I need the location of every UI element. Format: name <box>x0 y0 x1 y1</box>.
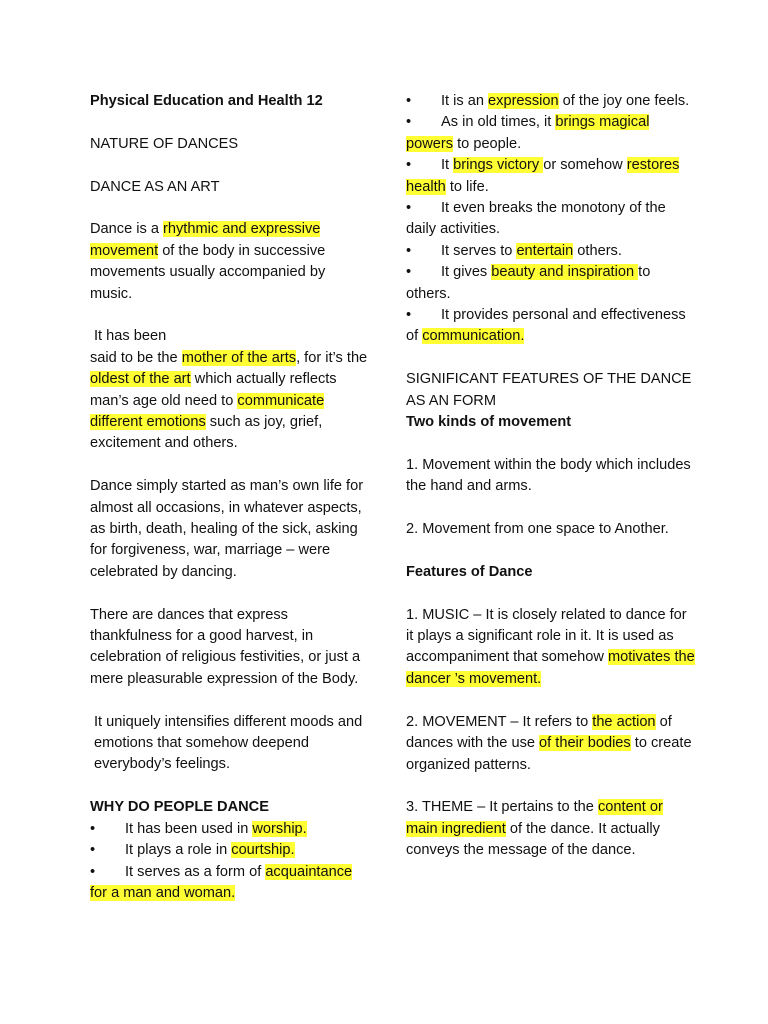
paragraph-occasions: Dance simply started as man’s own life for almost all occasions, in whatever aspects, as birth, death, healing of the sick, asking for forgiveness, war, marriage – were celebrated by dancing. <box>90 478 364 580</box>
document-title: Physical Education and Health 12 <box>90 93 323 109</box>
heading-two-kinds: Two kinds of movement <box>406 414 572 431</box>
movement-item-2: 2. Movement from one space to Another. <box>406 521 669 538</box>
highlight-rhythmic-movement: rhythmic and expressive movement <box>90 221 321 259</box>
heading-why-dance: WHY DO PEOPLE DANCE <box>90 799 269 816</box>
right-column <box>406 91 696 862</box>
list-item: • It brings victory or somehow restores health to life. <box>406 157 680 195</box>
feature-theme: 3. THEME – It pertains to the content or main ingredient of the dance. It actually conveys the message of the dance. <box>406 799 663 859</box>
paragraph-thankfulness: There are dances that express thankfulness for a good harvest, in celebration of religious festivities, or just a mere pleasurable expression of the Body. <box>90 606 361 687</box>
list-item: • It is an expression of the joy one feels. <box>406 93 690 109</box>
heading-nature-of-dances: NATURE OF DANCES <box>90 135 239 152</box>
left-column <box>90 91 370 904</box>
paragraph-moods: It uniquely intensifies different moods and emotions that somehow deepend everybody’s feelings. <box>94 713 363 773</box>
list-item: • It serves as a form of acquaintance for a man and woman. <box>90 863 353 901</box>
movement-item-1: 1. Movement within the body which includes the hand and arms. <box>406 456 691 495</box>
list-item: • It serves to entertain others. <box>406 242 622 259</box>
heading-features-of-dance: Features of Dance <box>406 563 533 580</box>
list-item: • It even breaks the monotony of the daily activities. <box>406 200 666 238</box>
feature-music: 1. MUSIC – It is closely related to dance for it plays a significant role in it. It is used as accompaniment that somehow motivates the dancer ’s movement. <box>406 606 695 687</box>
list-item: • As in old times, it brings magical powers to people. <box>406 114 650 152</box>
list-item: • It has been used in worship. <box>90 820 307 837</box>
paragraph-mother-line1: It has been <box>94 328 167 345</box>
list-item: • It provides personal and effectiveness of communication. <box>406 307 686 345</box>
highlight-mother-of-arts: mother of the arts <box>181 349 297 366</box>
heading-dance-as-art: DANCE AS AN ART <box>90 178 220 195</box>
feature-movement: 2. MOVEMENT – It refers to the action of dances with the use of their bodies to create organized patterns. <box>406 713 692 773</box>
list-item: • It gives beauty and inspiration to others. <box>406 264 651 302</box>
paragraph-definition: Dance is a rhythmic and expressive movement of the body in successive movements usually accompanied by music. <box>90 221 326 302</box>
highlight-oldest-art: oldest of the art <box>90 371 191 388</box>
paragraph-mother-of-arts: said to be the mother of the arts, for it’s the oldest of the art which actually reflects man’s age old need to communicate different emotions such as joy, grief, excitement and others. <box>90 349 368 452</box>
heading-significant-features: SIGNIFICANT FEATURES OF THE DANCE AS AN FORM <box>406 371 692 409</box>
list-item: • It plays a role in courtship. <box>90 842 295 859</box>
highlight-communicate-emotions: communicate different emotions <box>90 392 325 431</box>
